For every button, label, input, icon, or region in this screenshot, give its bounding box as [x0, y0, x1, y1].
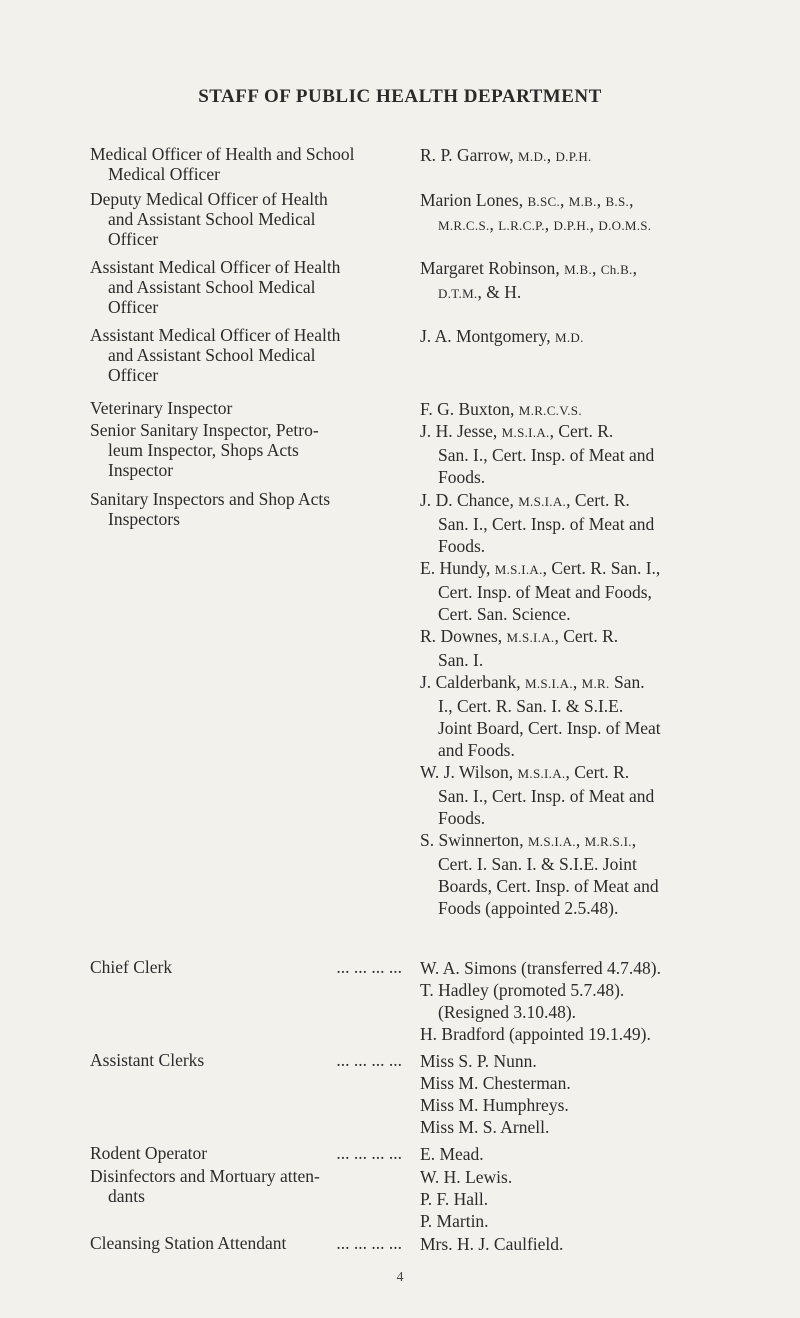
staff-member-line: F. G. Buxton, M.R.C.V.S.: [420, 399, 582, 419]
role-holders: [420, 1050, 750, 1138]
staff-member-line: San. I.: [438, 650, 484, 670]
staff-member: [420, 1188, 750, 1210]
staff-member-line: Foods.: [438, 536, 486, 556]
role-line: Medical Officer: [108, 164, 220, 184]
staff-member-line: S. Swinnerton, M.S.I.A., M.R.S.I.,: [420, 830, 637, 850]
role-title: [90, 189, 402, 249]
role-title: [90, 420, 402, 480]
role-title: [90, 257, 402, 317]
dot-leader: ... ... ... ...: [336, 1050, 402, 1070]
staff-member-line: San. I., Cert. Insp. of Meat and: [438, 514, 655, 534]
staff-member-line: J. A. Montgomery, M.D.: [420, 326, 584, 346]
role-line: Assistant Medical Officer of Health: [90, 325, 341, 345]
staff-member-line: M.R.C.S., L.R.C.P., D.P.H., D.O.M.S.: [438, 214, 652, 234]
role-line: Inspector: [108, 460, 174, 480]
staff-member-line: T. Hadley (promoted 5.7.48).: [420, 980, 625, 1000]
staff-member: [420, 1094, 750, 1116]
staff-member-line: J. H. Jesse, M.S.I.A., Cert. R.: [420, 421, 614, 441]
staff-member-line: R. Downes, M.S.I.A., Cert. R.: [420, 626, 619, 646]
role-line: leum Inspector, Shops Acts: [108, 440, 299, 460]
role-line: Inspectors: [108, 509, 180, 529]
role-line: Officer: [108, 229, 159, 249]
role-title: [90, 957, 402, 977]
staff-member-line: Foods.: [438, 467, 486, 487]
staff-member: [420, 1210, 750, 1232]
staff-member: [420, 1143, 750, 1165]
role-line: and Assistant School Medical: [108, 345, 316, 365]
staff-member: [420, 671, 750, 761]
staff-member: [420, 1233, 750, 1255]
role-title: [90, 325, 402, 385]
staff-member-line: R. P. Garrow, M.D., D.P.H.: [420, 145, 592, 165]
role-line: Officer: [108, 297, 159, 317]
staff-member: [420, 1166, 750, 1188]
role-holders: [420, 1143, 750, 1165]
role-holders: [420, 1166, 750, 1232]
staff-member-line: Cert. Insp. of Meat and Foods,: [438, 582, 652, 602]
staff-member-line: Margaret Robinson, M.B., Ch.B.,: [420, 258, 637, 278]
staff-member-line: W. J. Wilson, M.S.I.A., Cert. R.: [420, 762, 630, 782]
staff-member-line: Foods (appointed 2.5.48).: [438, 898, 619, 918]
staff-member: [420, 979, 750, 1023]
role-holders: [420, 1233, 750, 1255]
staff-member: [420, 557, 750, 625]
role-holders: [420, 144, 750, 168]
staff-member-line: Marion Lones, B.SC., M.B., B.S.,: [420, 190, 634, 210]
staff-member-line: Boards, Cert. Insp. of Meat and: [438, 876, 659, 896]
staff-member-line: Miss M. S. Arnell.: [420, 1117, 550, 1137]
role-line: Cleansing Station Attendant: [90, 1233, 287, 1253]
dot-leader: ... ... ... ...: [336, 957, 402, 977]
staff-member: [420, 189, 750, 237]
staff-member-line: Cert. San. Science.: [438, 604, 571, 624]
role-line: Veterinary Inspector: [90, 398, 233, 418]
staff-member-line: J. D. Chance, M.S.I.A., Cert. R.: [420, 490, 630, 510]
role-line: and Assistant School Medical: [108, 209, 316, 229]
staff-member-line: San. I., Cert. Insp. of Meat and: [438, 445, 655, 465]
role-line: dants: [108, 1186, 145, 1206]
role-line: Disinfectors and Mortuary atten-: [90, 1166, 320, 1186]
staff-member-line: San. I., Cert. Insp. of Meat and: [438, 786, 655, 806]
staff-member: [420, 489, 750, 557]
role-line: Rodent Operator: [90, 1143, 208, 1163]
staff-member: [420, 761, 750, 829]
role-line: Officer: [108, 365, 159, 385]
role-title: [90, 144, 402, 184]
staff-member: [420, 257, 750, 305]
page-title: STAFF OF PUBLIC HEALTH DEPARTMENT: [198, 86, 602, 107]
staff-member-line: I., Cert. R. San. I. & S.I.E.: [438, 696, 624, 716]
role-line: Deputy Medical Officer of Health: [90, 189, 328, 209]
staff-member-line: P. F. Hall.: [420, 1189, 489, 1209]
staff-member-line: Miss M. Chesterman.: [420, 1073, 571, 1093]
staff-member-line: H. Bradford (appointed 19.1.49).: [420, 1024, 651, 1044]
role-holders: [420, 257, 750, 305]
role-line: Assistant Clerks: [90, 1050, 205, 1070]
role-title: [90, 1143, 402, 1163]
dot-leader: ... ... ... ...: [336, 1233, 402, 1253]
role-holders: [420, 957, 750, 1045]
role-line: and Assistant School Medical: [108, 277, 316, 297]
staff-member-line: E. Mead.: [420, 1144, 484, 1164]
role-title: [90, 1233, 402, 1253]
staff-member: [420, 1050, 750, 1072]
staff-member: [420, 957, 750, 979]
staff-member-line: Mrs. H. J. Caulfield.: [420, 1234, 564, 1254]
role-title: [90, 489, 402, 529]
staff-member-line: E. Hundy, M.S.I.A., Cert. R. San. I.,: [420, 558, 661, 578]
staff-member: [420, 1116, 750, 1138]
role-holders: [420, 189, 750, 237]
staff-member: [420, 625, 750, 671]
staff-member-line: W. H. Lewis.: [420, 1167, 513, 1187]
role-line: Senior Sanitary Inspector, Petro-: [90, 420, 319, 440]
staff-member: [420, 420, 750, 488]
role-line: Assistant Medical Officer of Health: [90, 257, 341, 277]
staff-member-line: Foods.: [438, 808, 486, 828]
role-line: Chief Clerk: [90, 957, 173, 977]
dot-leader: ... ... ... ...: [336, 1143, 402, 1163]
role-holders: [420, 420, 750, 488]
staff-member-line: Miss M. Humphreys.: [420, 1095, 569, 1115]
staff-member: [420, 325, 750, 349]
role-title: [90, 398, 402, 418]
staff-member-line: Miss S. P. Nunn.: [420, 1051, 537, 1071]
staff-member-line: J. Calderbank, M.S.I.A., M.R. San.: [420, 672, 645, 692]
staff-member-line: W. A. Simons (transferred 4.7.48).: [420, 958, 661, 978]
page-number: 4: [396, 1270, 404, 1285]
staff-member: [420, 1072, 750, 1094]
role-holders: [420, 398, 750, 422]
staff-member: [420, 829, 750, 919]
staff-member-line: (Resigned 3.10.48).: [438, 1002, 577, 1022]
staff-member-line: Joint Board, Cert. Insp. of Meat: [438, 718, 661, 738]
role-holders: [420, 489, 750, 919]
staff-member: [420, 144, 750, 168]
staff-member-line: and Foods.: [438, 740, 515, 760]
role-title: [90, 1050, 402, 1070]
staff-member: [420, 1023, 750, 1045]
role-title: [90, 1166, 402, 1206]
staff-member: [420, 398, 750, 422]
staff-member-line: P. Martin.: [420, 1211, 489, 1231]
role-line: Sanitary Inspectors and Shop Acts: [90, 489, 331, 509]
staff-member-line: Cert. I. San. I. & S.I.E. Joint: [438, 854, 637, 874]
role-line: Medical Officer of Health and School: [90, 144, 355, 164]
role-holders: [420, 325, 750, 349]
staff-member-line: D.T.M., & H.: [438, 282, 522, 302]
